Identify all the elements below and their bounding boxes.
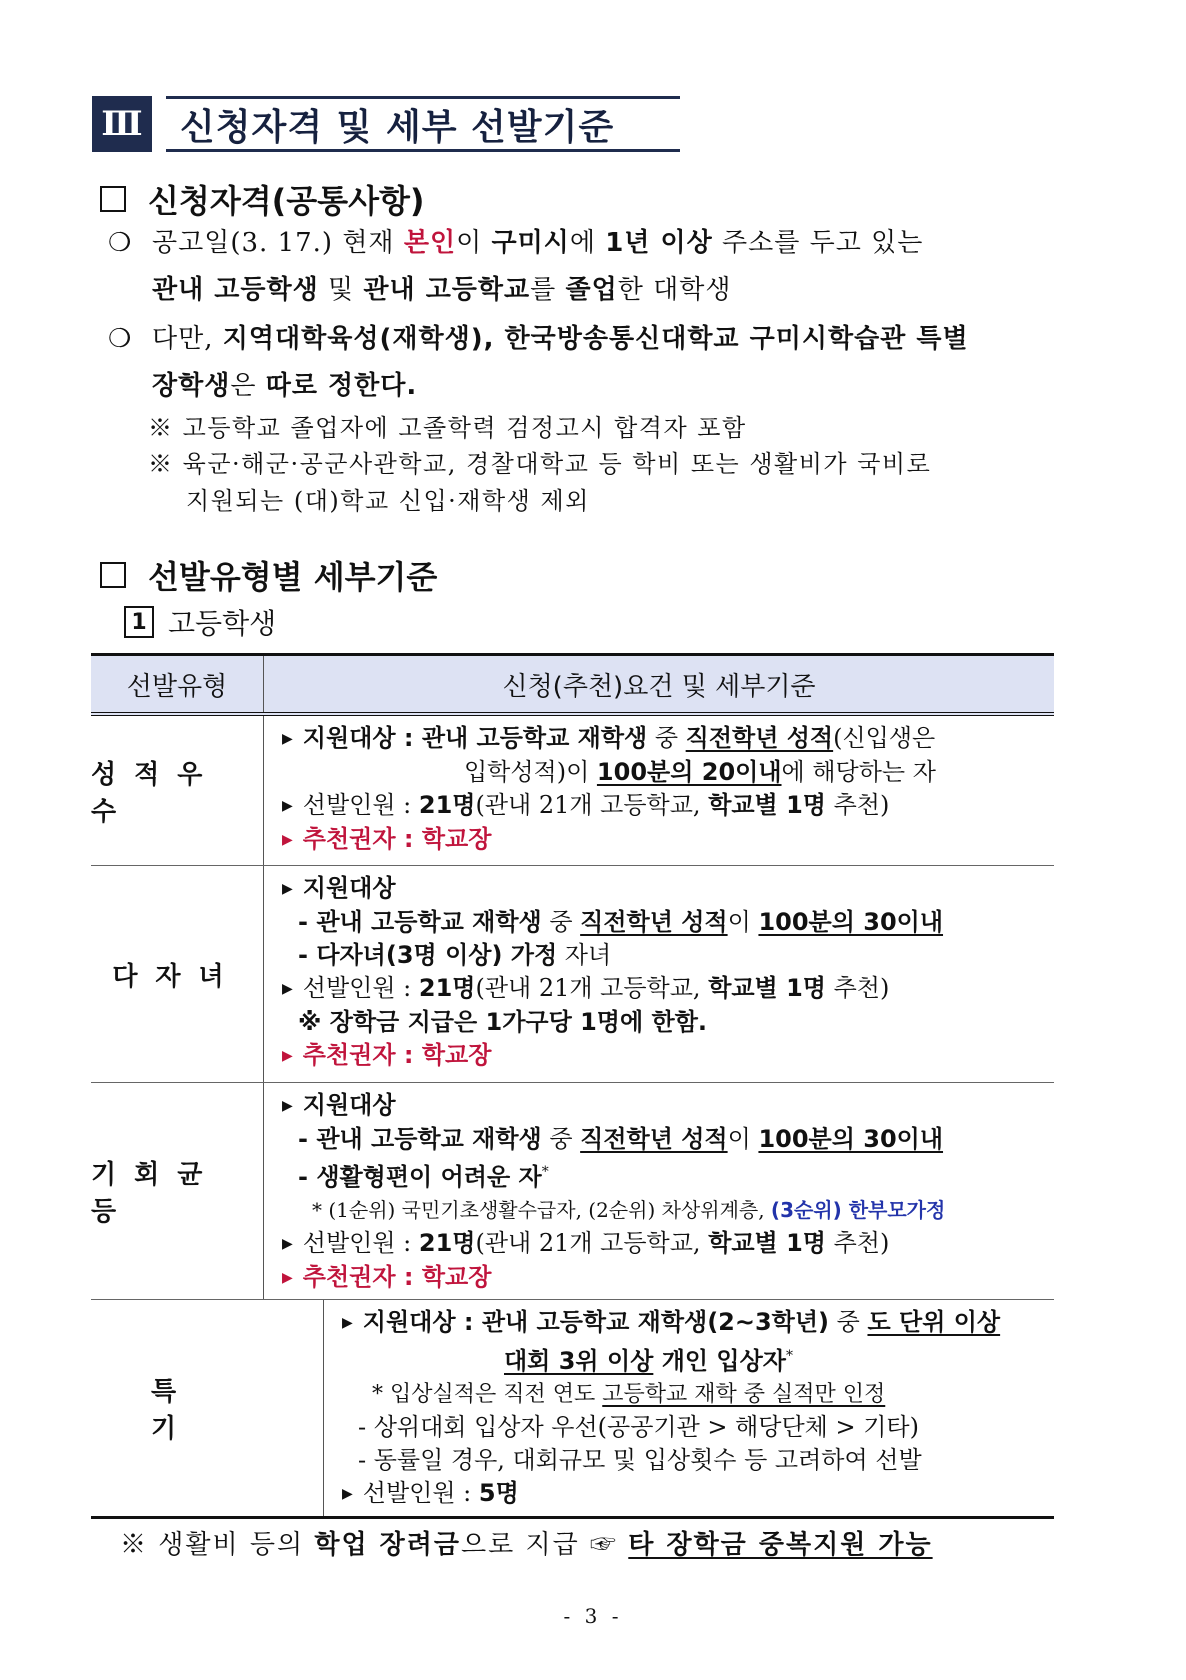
table-row — [91, 866, 1054, 1083]
header-type: 선발유형 — [126, 671, 228, 702]
criteria-table — [91, 653, 1054, 1519]
footer-note: ※ 생활비 등의 학업 장려금으로 지급 ☞ 타 장학금 중복지원 가능 — [120, 1530, 933, 1560]
note-ged: ※ 고등학교 졸업자에 고졸학력 검정고시 합격자 포함 — [148, 414, 747, 442]
table-header — [91, 656, 1054, 716]
table-row — [91, 716, 1054, 866]
eligibility-paragraph-2: ❍ 다만, 지역대학육성(재학생), 한국방송통신대학교 구미시학습관 특별 장학생은 따로 정한다. — [108, 316, 1058, 410]
checkbox-square-icon — [100, 562, 126, 588]
row-criteria: ▶ 지원대상 - 관내 고등학교 재학생 중 직전학년 성적이 100분의 30이내 - 다자녀(3명 이상) 가정 자녀 ▶ 선발인원 : 21명(관내 21개 고등학교, 학교별 1명 추천) ※ 장학금 지급은 1가구당 1명에 한함. ▶ 추천권자 : 학교장 — [263, 866, 1054, 1082]
subsection-criteria-heading: 선발유형별 세부기준 — [100, 552, 437, 598]
circle-bullet-icon: ❍ — [108, 228, 132, 258]
row-type-label: 기회균등 — [91, 1160, 221, 1227]
subsection-eligibility-heading: 신청자격(공통사항) — [100, 176, 425, 222]
sub-heading-highschool: 1 고등학생 — [124, 602, 276, 642]
row-criteria: ▶ 지원대상 - 관내 고등학교 재학생 중 직전학년 성적이 100분의 30이내 - 생활형편이 어려운 자* * (1순위) 국민기초생활수급자, (2순위) 차상위계층, (3순위) 한부모가정 ▶ 선발인원 : 21명(관내 21개 고등학교, 학교별 1명 추천) ▶ 추천권자 : 학교장 — [263, 1083, 1054, 1299]
section-title: 신청자격 및 세부 선발기준 — [166, 96, 680, 152]
row-type-label: 다자녀 — [112, 961, 242, 992]
row-criteria: ▶ 지원대상 : 관내 고등학교 재학생 중 직전학년 성적(신입생은 입학성적)이 100분의 20이내에 해당하는 자 ▶ 선발인원 : 21명(관내 21개 고등학교, 학교별 1명 추천) ▶ 추천권자 : 학교장 — [263, 716, 1054, 865]
row-criteria: ▶ 지원대상 : 관내 고등학교 재학생(2~3학년) 중 도 단위 이상 대회 3위 이상 개인 입상자* * 입상실적은 직전 연도 고등학교 재학 중 실적만 인정 - 상위대회 입상자 우선(공공기관 > 해당단체 > 기타) - 동률일 경우, 대회규모 및 입상횟수 등 고려하여 선발 ▶ 선발인원 : 5명 — [323, 1300, 1054, 1516]
boxed-number: 1 — [124, 606, 154, 638]
note-exclusion: ※ 육군·해군·공군사관학교, 경찰대학교 등 학비 또는 생활비가 국비로 지원되는 (대)학교 신입·재학생 제외 — [148, 450, 932, 515]
header-criteria: 신청(추천)요건 및 세부기준 — [263, 656, 1054, 712]
page-number: - 3 - — [563, 1604, 623, 1628]
row-type-label: 성적우수 — [91, 759, 221, 827]
circle-bullet-icon: ❍ — [108, 324, 132, 354]
section-number: Ⅲ — [92, 96, 152, 152]
checkbox-square-icon — [100, 186, 126, 212]
row-type-label: 특기 — [151, 1377, 277, 1444]
table-row — [91, 1300, 1054, 1516]
table-row — [91, 1083, 1054, 1300]
eligibility-paragraph-1: ❍ 공고일(3. 17.) 현재 본인이 구미시에 1년 이상 주소를 두고 있는 관내 고등학생 및 관내 고등학교를 졸업한 대학생 — [108, 220, 1058, 314]
section-header — [92, 96, 680, 152]
